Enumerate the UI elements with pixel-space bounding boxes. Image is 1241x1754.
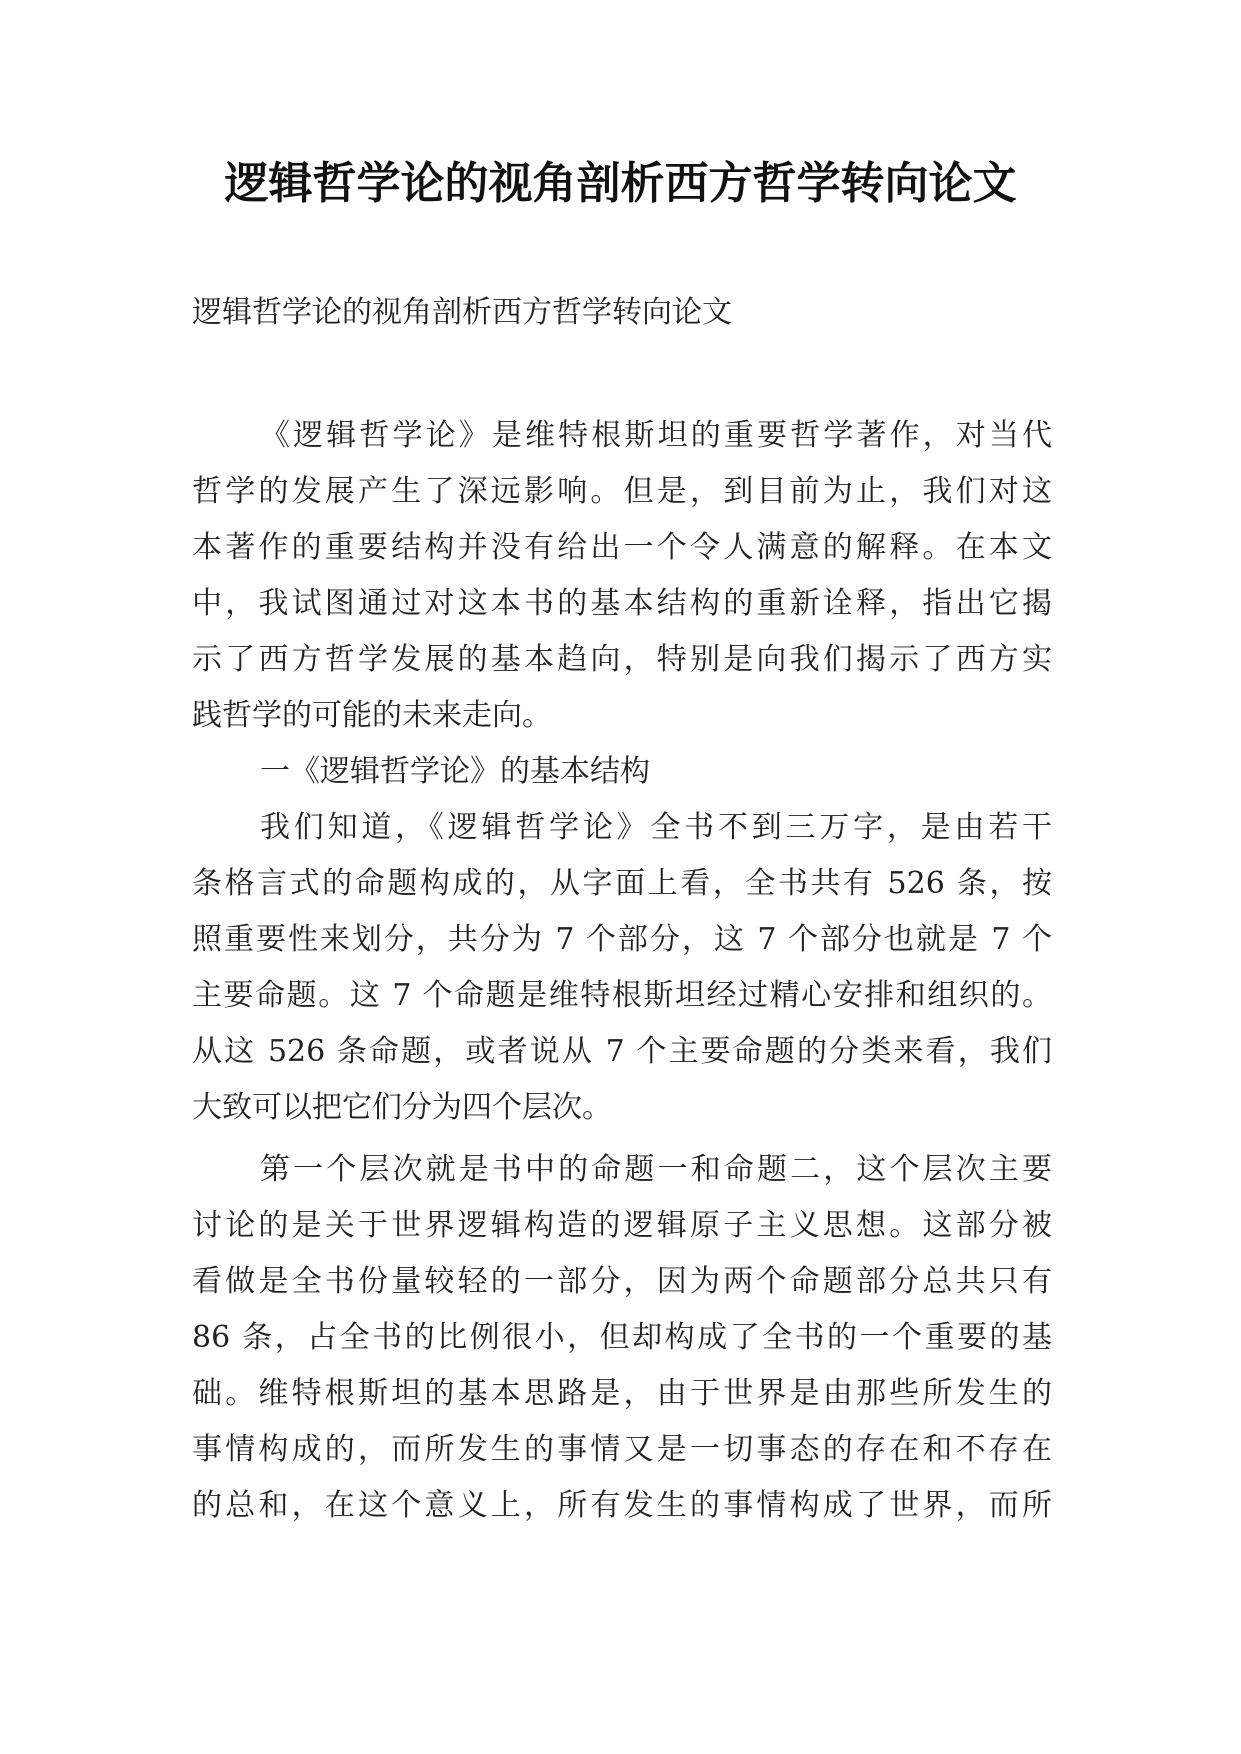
paragraph-3-line-2: 讨论的是关于世界逻辑构造的逻辑原子主义思想。这部分被	[192, 1208, 1052, 1243]
paragraph-1-line-4: 中，我试图通过对这本书的基本结构的重新诠释，指出它揭	[192, 586, 1052, 621]
paragraph-2-line-3: 照重要性来划分，共分为 7 个部分，这 7 个部分也就是 7 个	[192, 922, 1052, 957]
paragraph-1-line-5: 示了西方哲学发展的基本趋向，特别是向我们揭示了西方实	[192, 642, 1052, 677]
paragraph-2-line-6: 大致可以把它们分为四个层次。	[192, 1090, 612, 1125]
paragraph-3-line-3: 看做是全书份量较轻的一部分，因为两个命题部分总共只有	[192, 1264, 1052, 1299]
paragraph-3-line-7: 的总和，在这个意义上，所有发生的事情构成了世界，而所	[192, 1488, 1052, 1523]
paragraph-2-line-1: 我们知道，《逻辑哲学论》全书不到三万字，是由若干	[260, 810, 1052, 845]
document-subtitle: 逻辑哲学论的视角剖析西方哲学转向论文	[192, 295, 732, 330]
paragraph-3-line-4: 86 条，占全书的比例很小，但却构成了全书的一个重要的基	[192, 1320, 1052, 1355]
paragraph-1-line-1: 《逻辑哲学论》是维特根斯坦的重要哲学著作，对当代	[260, 418, 1052, 453]
paragraph-3-line-1: 第一个层次就是书中的命题一和命题二，这个层次主要	[260, 1152, 1052, 1187]
paragraph-1-line-6: 践哲学的可能的未来走向。	[192, 698, 552, 733]
document-body	[192, 408, 1052, 1534]
paragraph-1-line-3: 本著作的重要结构并没有给出一个令人满意的解释。在本文	[192, 530, 1052, 565]
document-title: 逻辑哲学论的视角剖析西方哲学转向论文	[224, 158, 1017, 209]
paragraph-2-line-4: 主要命题。这 7 个命题是维特根斯坦经过精心安排和组织的。	[192, 978, 1052, 1013]
paragraph-2-line-5: 从这 526 条命题，或者说从 7 个主要命题的分类来看，我们	[192, 1034, 1052, 1069]
paragraph-2-line-2: 条格言式的命题构成的，从字面上看，全书共有 526 条，按	[192, 866, 1052, 901]
paragraph-3-line-5: 础。维特根斯坦的基本思路是，由于世界是由那些所发生的	[192, 1376, 1052, 1411]
paragraph-1-line-2: 哲学的发展产生了深远影响。但是，到目前为止，我们对这	[192, 474, 1052, 509]
paragraph-3-line-6: 事情构成的，而所发生的事情又是一切事态的存在和不存在	[192, 1432, 1052, 1467]
section-heading: 一《逻辑哲学论》的基本结构	[260, 754, 650, 789]
